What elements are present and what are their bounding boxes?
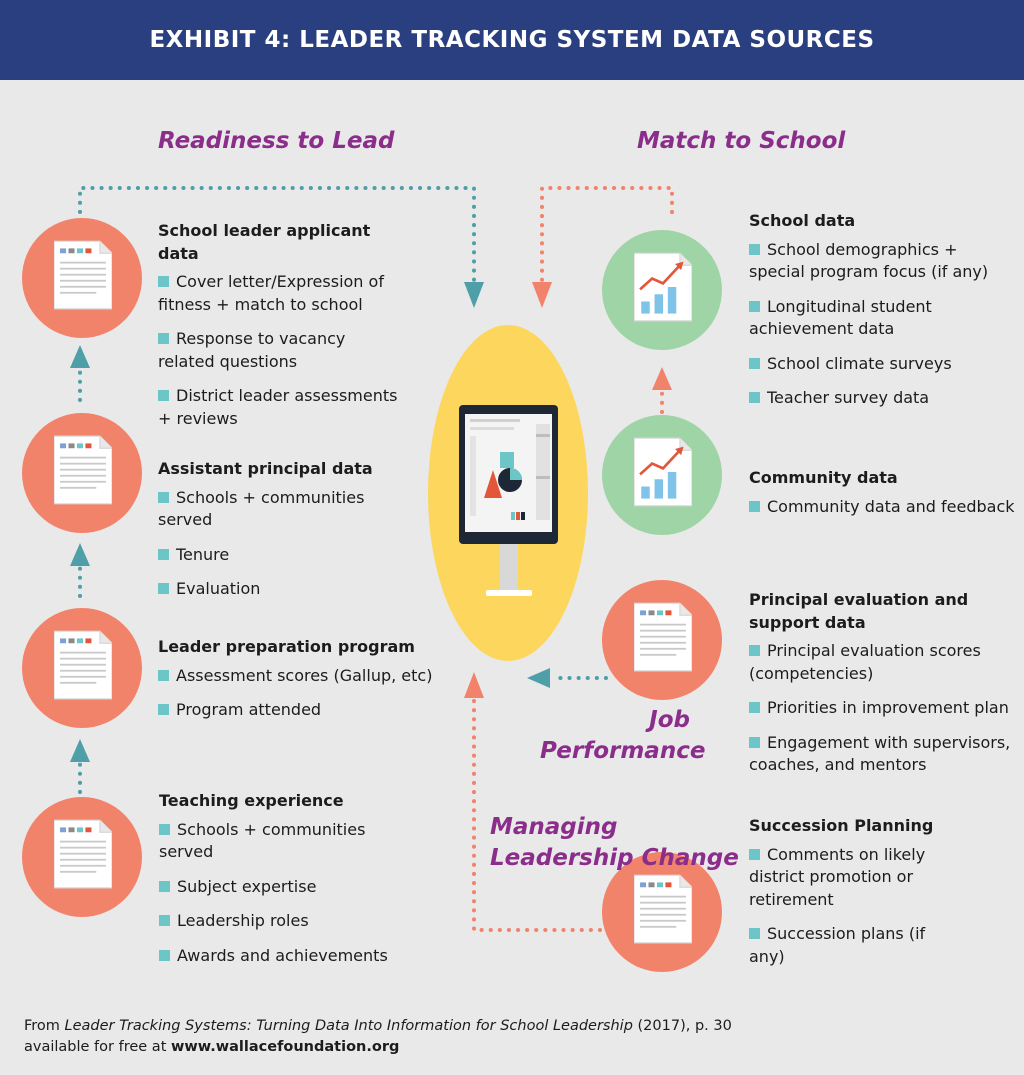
teaching-item: Leadership roles [159,910,399,933]
footer-line-1: From Leader Tracking Systems: Turning Data Into Information for School Leadership (2017), p. 30 [24,1018,732,1034]
footer-url[interactable]: www.wallacefoundation.org [170,1039,400,1055]
bullet-square [749,702,760,713]
bullet-square [749,928,760,939]
arrowhead-to-prep [70,739,90,762]
applicant-document-icon [22,218,142,338]
principal-item: Priorities in improvement plan [749,697,1019,720]
teaching-item: Schools + communities served [159,819,366,861]
prep-document-icon [22,608,142,728]
school-item: School climate surveys [749,353,1014,376]
bullet-square [159,881,170,892]
bullet-square [158,390,169,401]
principal-document-icon [602,580,722,700]
teaching-experience-block [159,790,399,979]
school-item: Longitudinal student achievement data [749,296,932,338]
bullet-square [159,915,170,926]
bullet-square [749,244,760,255]
bullet-square [159,824,170,835]
school-heading: School data [749,211,856,230]
applicant-item: Response to vacancy related questions [158,329,346,371]
assistant-heading: Assistant principal data [158,459,373,478]
arrowhead-managing [464,672,484,698]
bullet-square [159,950,170,961]
arrowhead-to-school [652,367,672,390]
succession-item: Comments on likely district promotion or retirement [749,844,926,909]
school-item: School demographics + special program focus (if any) [749,239,989,281]
succession-item: Succession plans (if any) [749,924,926,966]
arrowhead-to-applicant [70,345,90,368]
teaching-item: Awards and achievements [159,945,399,968]
succession-planning-block [749,815,949,980]
teaching-document-icon [22,797,142,917]
arrowhead-job [527,668,550,688]
bullet-square [158,492,169,503]
bullet-square [749,501,760,512]
assistant-item: Schools + communities served [158,487,365,529]
bullet-square [158,549,169,560]
arrowhead-readiness [464,282,484,308]
community-data-block [749,467,1021,530]
bullet-square [749,645,760,656]
bullet-square [158,333,169,344]
footer-line-2: available for free at www.wallacefoundation.org [24,1039,400,1055]
principal-heading: Principal evaluation and support data [749,590,969,632]
bullet-square [158,276,169,287]
section-readiness-to-lead: Readiness to Lead [158,128,395,154]
bullet-square [158,583,169,594]
principal-item: Principal evaluation scores (competencies) [749,641,981,683]
assistant-item: Tenure [158,544,398,567]
community-item: Community data and feedback [749,496,1021,519]
bullet-square [749,849,760,860]
prep-item: Program attended [158,699,448,722]
school-data-block [749,210,1014,422]
applicant-item: District leader assessments + reviews [158,386,398,428]
applicant-heading: School leader applicant data [158,221,371,263]
prep-program-block [158,636,448,734]
footer-book-title: Leader Tracking Systems: Turning Data Into Information for School Leadership [64,1018,633,1034]
community-chart-icon [602,415,722,535]
bullet-square [749,392,760,403]
prep-item: Assessment scores (Gallup, etc) [158,665,448,688]
bullet-square [749,301,760,312]
bullet-square [158,704,169,715]
principal-item: Engagement with supervisors, coaches, and mentors [749,732,1011,774]
applicant-data-block [158,220,398,442]
applicant-item: Cover letter/Expression of fitness + match to school [158,272,384,314]
assistant-item: Evaluation [158,578,398,601]
section-match-to-school: Match to School [637,128,846,154]
section-job-performance: Job Performance [540,707,706,764]
teaching-heading: Teaching experience [159,791,344,810]
assistant-document-icon [22,413,142,533]
community-heading: Community data [749,468,898,487]
principal-evaluation-block [749,589,1019,789]
prep-heading: Leader preparation program [158,637,415,656]
section-managing-leadership-change: Managing Leadership Change [490,814,739,871]
bullet-square [749,737,760,748]
bullet-square [749,358,760,369]
school-item: Teacher survey data [749,387,1014,410]
source-footer [24,1016,732,1058]
teaching-item: Subject expertise [159,876,399,899]
school-chart-icon [602,230,722,350]
arrowhead-to-assistant [70,543,90,566]
arrowhead-match [532,282,552,308]
exhibit-title: EXHIBIT 4: LEADER TRACKING SYSTEM DATA SOURCES [149,27,875,53]
succession-heading: Succession Planning [749,816,934,835]
assistant-data-block [158,458,398,613]
bullet-square [158,670,169,681]
